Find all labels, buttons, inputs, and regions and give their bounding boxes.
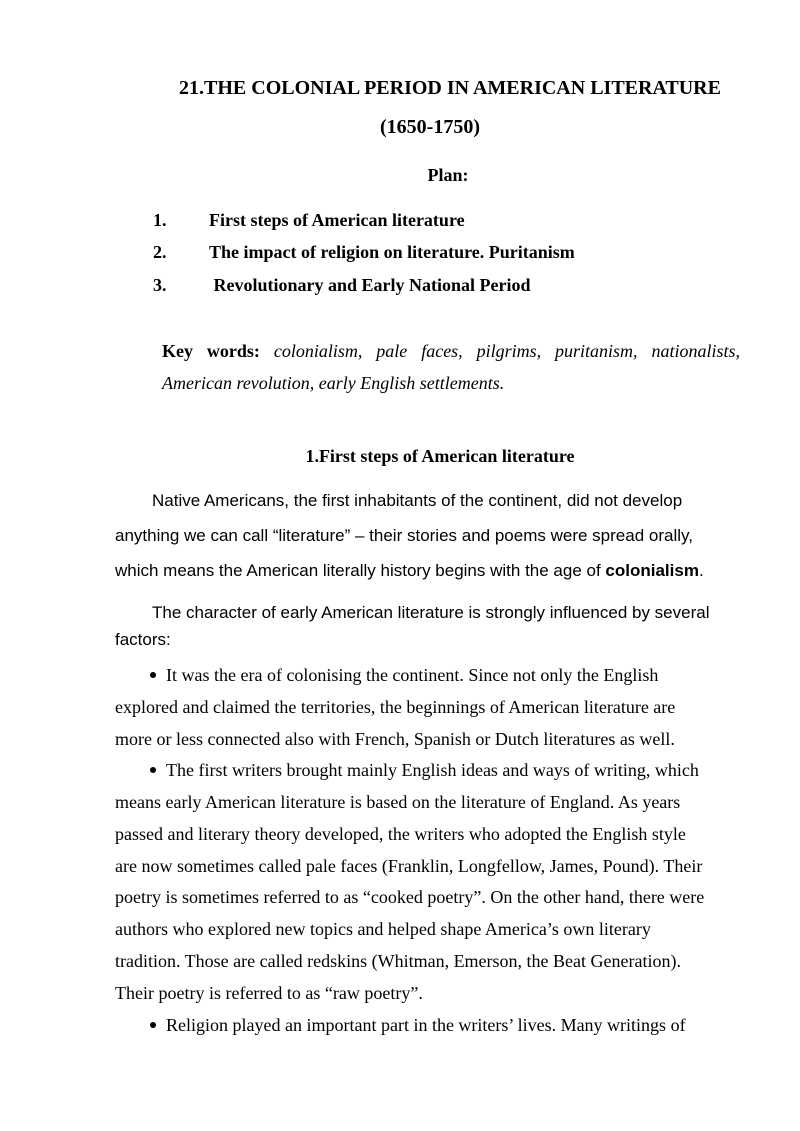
key-words-line [162,367,740,399]
paragraph-text: which means the American literally history begins with the age of [115,561,606,580]
key-words-block [162,335,740,399]
term-colonialism: colonialism [605,561,699,580]
paragraph-line: The character of early American literature is strongly influenced by several [152,603,710,622]
bullet-continuation: more or less connected also with French, Spanish or Dutch literatures as well. [115,729,675,749]
plan-item [153,275,531,296]
bullet-continuation: poetry is sometimes referred to as “cooked poetry”. On the other hand, there were [115,887,705,907]
bullet-continuation: passed and literary theory developed, the writers who adopted the English style [115,824,686,844]
plan-item-text: The impact of religion on literature. Puritanism [209,242,575,262]
bullet-text: It was the era of colonising the continent. Since not only the English [166,665,659,685]
plan-item-number: 3. [153,275,167,295]
plan-label: Plan: [427,165,469,185]
paragraph-line: factors: [115,630,171,649]
bullet-continuation: tradition. Those are called redskins (Whitman, Emerson, the Beat Generation). [115,951,681,971]
bullet-line [150,1015,686,1036]
document-title: 21.THE COLONIAL PERIOD IN AMERICAN LITERATURE [179,77,721,99]
key-words-list: American revolution, early English settlements. [162,373,505,393]
plan-item-number: 2. [153,242,167,262]
bullet-continuation: explored and claimed the territories, the beginnings of American literature are [115,697,676,717]
bullet-text: Religion played an important part in the writers’ lives. Many writings of [166,1015,686,1035]
paragraph-text: . [698,561,704,580]
bullet-continuation: authors who explored new topics and helped shape America’s own literary [115,919,651,939]
paragraph-line [115,561,704,581]
plan-item-text: First steps of American literature [209,210,465,230]
section-heading: 1.First steps of American literature [305,446,575,466]
plan-item-text: Revolutionary and Early National Period [209,275,531,295]
plan-item [153,210,465,231]
paragraph-line: anything we can call “literature” – their stories and poems were spread orally, [115,526,693,545]
bullet-continuation: are now sometimes called pale faces (Franklin, Longfellow, James, Pound). Their [115,856,703,876]
plan-item-number: 1. [153,210,167,230]
key-words-line [162,335,740,367]
bullet-icon [150,1022,156,1028]
bullet-continuation: means early American literature is based on the literature of England. As years [115,792,681,812]
document-title-dates: (1650-1750) [380,116,480,138]
key-words-list: colonialism, pale faces, pilgrims, puritanism, nationalists, [273,341,741,361]
paragraph-line: Native Americans, the first inhabitants of the continent, did not develop [152,491,683,510]
bullet-text: The first writers brought mainly English ideas and ways of writing, which [166,760,699,780]
bullet-icon [150,767,156,773]
key-words-label: Key words: [162,341,260,361]
plan-item [153,242,575,263]
bullet-line [150,760,699,781]
bullet-continuation: Their poetry is referred to as “raw poetry”. [115,983,423,1003]
bullet-line [150,665,658,686]
bullet-icon [150,672,156,678]
